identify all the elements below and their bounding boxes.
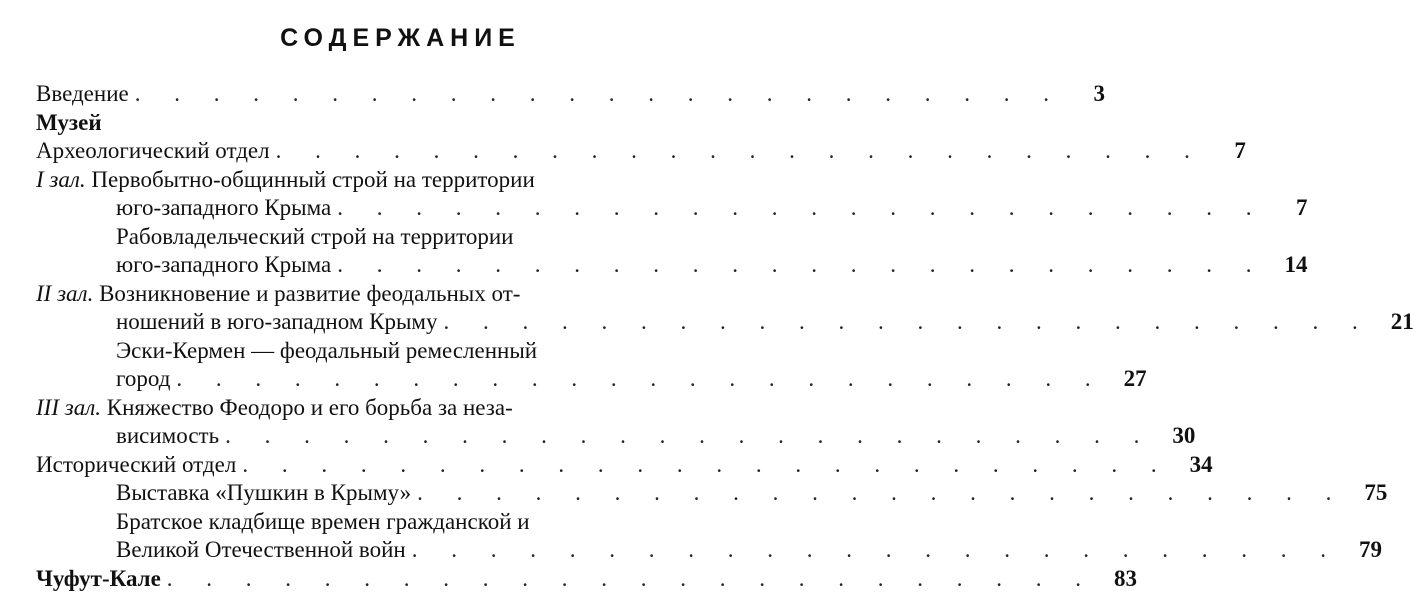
leader-dots: . . . . . . . . . . . . . . . . . . . . . . . . xyxy=(337,252,1266,277)
leader-dots: . . . . . . . . . . . . . . . . . . . . . . . . xyxy=(166,565,1096,591)
leader-dots: . . . . . . . . . . . . . . . . . . . . . . . . xyxy=(242,451,1171,477)
leader-dots: . . . . . . . . . . . . . . . . . . . . . . . . xyxy=(443,309,1372,334)
section-heading: Музей xyxy=(36,109,102,135)
toc-entry-label: Возникновение и развитие феодальных от- xyxy=(99,280,521,306)
toc-entry-chufut-kale[interactable] xyxy=(36,565,1138,594)
page-number: 7 xyxy=(1234,138,1246,163)
table-of-contents xyxy=(36,80,1414,593)
toc-entry-label: Рабовладельческий строй на территории xyxy=(116,223,514,249)
toc-entry-label-continued: ношений в юго-западном Крыму xyxy=(116,309,438,334)
page-number: 3 xyxy=(1093,81,1105,106)
leader-dots: . . . . . . . . . . . . . . . . . . . . . . . . xyxy=(337,195,1266,220)
page-number: 79 xyxy=(1359,537,1382,562)
page-number: 21 xyxy=(1390,309,1414,334)
toc-entry-label-continued: висимость xyxy=(116,423,220,448)
page-number: 34 xyxy=(1189,451,1213,477)
toc-entry-label: Братское кладбище времен гражданской и xyxy=(116,508,530,534)
toc-entry-label: Эски-Кермен — феодальный ремесленный xyxy=(116,337,538,363)
page-number: 75 xyxy=(1364,480,1388,505)
toc-entry-historical[interactable] xyxy=(36,451,1213,480)
toc-entry-label-continued: город xyxy=(116,366,171,391)
toc-entry-slave-system[interactable] xyxy=(36,223,1308,280)
leader-dots: . . . . . . . . . . . . . . . . . . . . . . . . xyxy=(411,537,1340,562)
toc-entry-label: Выставка «Пушкин в Крыму» xyxy=(116,480,412,505)
page-title: СОДЕРЖАНИЕ xyxy=(280,24,521,52)
toc-entry-hall-3-theodoro[interactable] xyxy=(36,394,1196,451)
toc-entry-eski-kermen[interactable] xyxy=(36,337,1147,394)
toc-entry-brotherly-cemetery[interactable] xyxy=(36,508,1382,565)
toc-entry-label-continued: Великой Отечественной войн xyxy=(116,537,406,562)
hall-label: I зал. xyxy=(36,166,86,192)
toc-entry-pushkin-exhibition[interactable] xyxy=(36,479,1388,508)
page-number: 83 xyxy=(1114,565,1138,591)
toc-entry-label: Первобытно-общинный строй на территории xyxy=(91,166,535,192)
leader-dots: . . . . . . . . . . . . . . . . . . . . . . . . xyxy=(225,423,1154,448)
hall-label: III зал. xyxy=(36,394,101,420)
toc-entry-archaeology[interactable] xyxy=(36,137,1246,166)
toc-entry-hall-1-primitive[interactable] xyxy=(36,166,1308,223)
toc-entry-label: Исторический отдел xyxy=(36,451,237,477)
toc-entry-label-continued: юго-западного Крыма xyxy=(116,195,332,220)
toc-section-museum xyxy=(36,109,781,138)
toc-entry-label-continued: юго-западного Крыма xyxy=(116,252,332,277)
hall-label: II зал. xyxy=(36,280,94,306)
page-number: 27 xyxy=(1123,366,1147,391)
page-number: 14 xyxy=(1284,252,1308,277)
page-number: 7 xyxy=(1295,195,1308,220)
toc-entry-hall-2-feudal[interactable] xyxy=(36,280,1414,337)
leader-dots: . . . . . . . . . . . . . . . . . . . . . . . . xyxy=(275,138,1204,163)
leader-dots: . . . . . . . . . . . . . . . . . . . . . . . . xyxy=(134,81,1063,106)
toc-entry-label: Княжество Феодоро и его борьба за неза- xyxy=(106,394,513,420)
page-number: 30 xyxy=(1172,423,1196,448)
leader-dots: . . . . . . . . . . . . . . . . . . . . . . . . xyxy=(176,366,1105,391)
toc-entry-label: Археологический отдел xyxy=(36,138,270,163)
toc-entry-label: Введение xyxy=(36,81,129,106)
toc-entry-introduction[interactable] xyxy=(36,80,1105,109)
toc-entry-label: Чуфут-Кале xyxy=(36,565,161,591)
leader-dots: . . . . . . . . . . . . . . . . . . . . . . . . xyxy=(417,480,1346,505)
